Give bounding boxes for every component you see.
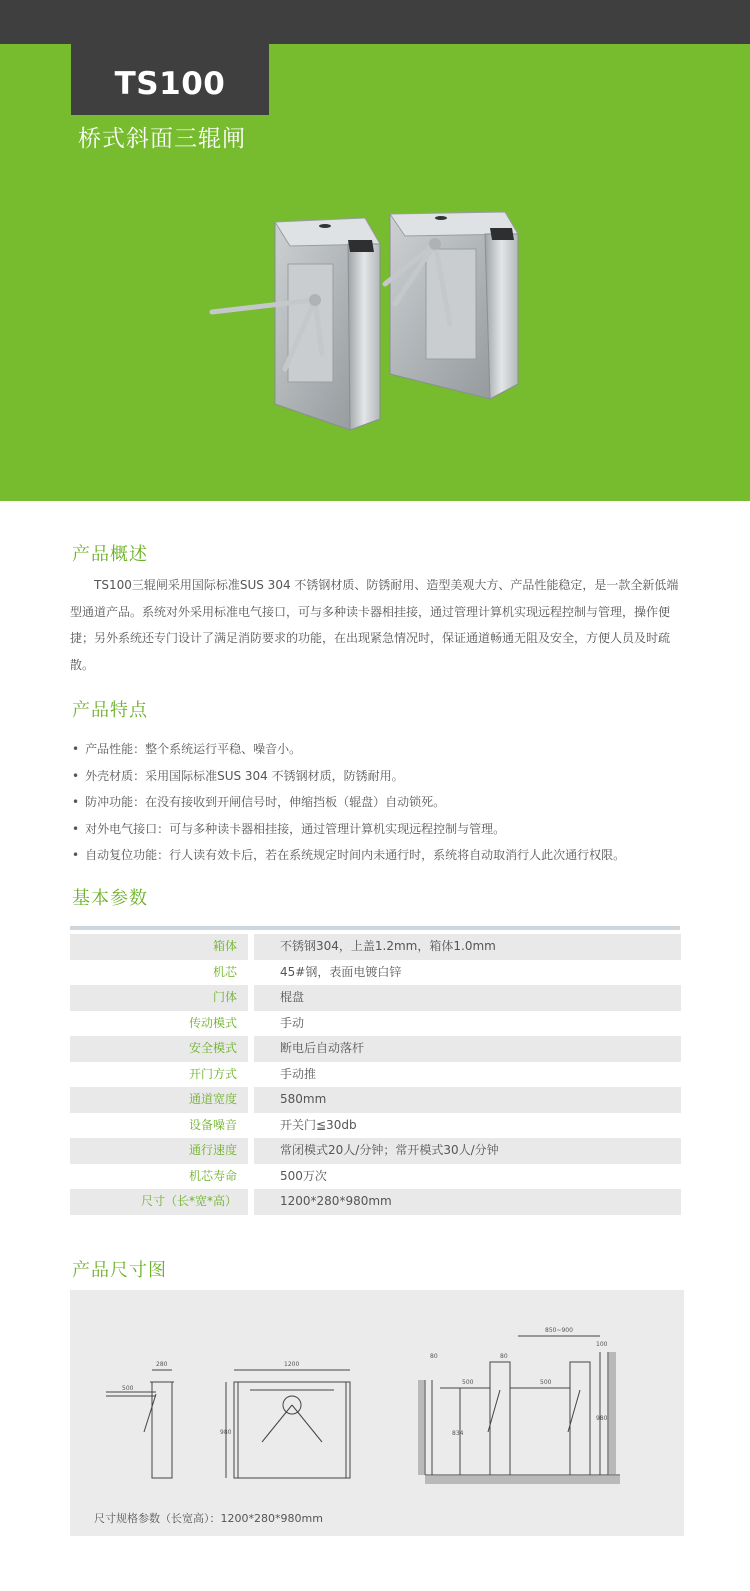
table-row bbox=[70, 1087, 681, 1113]
dim-label-side-b: 80 bbox=[500, 1353, 508, 1360]
spec-value: 开关门≦30db bbox=[280, 1117, 357, 1132]
list-item: • 产品性能：整个系统运行平稳、噪音小。 bbox=[72, 736, 625, 763]
dim-label-width: 280 bbox=[156, 1361, 168, 1368]
features-list bbox=[72, 736, 625, 869]
spec-key: 尺寸（长*宽*高） bbox=[70, 1189, 248, 1215]
spec-value: 棍盘 bbox=[254, 985, 681, 1011]
list-item: • 对外电气接口：可与多种读卡器相挂接，通过管理计算机实现远程控制与管理。 bbox=[72, 816, 625, 843]
spec-value: 手动 bbox=[280, 1015, 305, 1030]
dim-label-height: 980 bbox=[220, 1429, 232, 1436]
dim-label-h-right: 980 bbox=[596, 1415, 608, 1422]
specs-title: 基本参数 bbox=[72, 888, 148, 909]
spec-value: 45#钢，表面电镀白锌 bbox=[280, 964, 402, 979]
model-title: TS100 bbox=[71, 44, 269, 115]
dimension-diagram bbox=[70, 1290, 684, 1536]
table-row bbox=[70, 1113, 681, 1139]
table-row bbox=[70, 1062, 681, 1088]
table-row bbox=[70, 1189, 681, 1215]
list-item: • 自动复位功能：行人读有效卡后，若在系统规定时间内未通行时，系统将自动取消行人此次通行权限。 bbox=[72, 842, 625, 869]
spec-value: 常闭模式20人/分钟；常开模式30人/分钟 bbox=[254, 1138, 681, 1164]
features-title: 产品特点 bbox=[72, 700, 148, 721]
table-row bbox=[70, 1036, 681, 1062]
spec-value: 580mm bbox=[254, 1087, 681, 1113]
spec-key: 通道宽度 bbox=[70, 1087, 248, 1113]
dim-label-arm-c: 500 bbox=[540, 1379, 552, 1386]
table-row bbox=[70, 1138, 681, 1164]
dimension-drawing bbox=[70, 1290, 684, 1536]
table-row bbox=[70, 960, 681, 986]
top-bar bbox=[0, 0, 750, 44]
dim-label-h-inner: 834 bbox=[452, 1430, 464, 1437]
spec-key: 传动模式 bbox=[188, 1015, 237, 1030]
spec-value: 不锈钢304，上盖1.2mm，箱体1.0mm bbox=[254, 934, 681, 960]
spec-key: 设备噪音 bbox=[188, 1117, 237, 1132]
spec-key: 机芯寿命 bbox=[188, 1168, 237, 1183]
spec-key: 开门方式 bbox=[188, 1066, 237, 1081]
spec-key: 机芯 bbox=[212, 964, 237, 979]
spec-key: 箱体 bbox=[70, 934, 248, 960]
overview-title: 产品概述 bbox=[72, 544, 148, 565]
spec-value: 断电后自动落杆 bbox=[254, 1036, 681, 1062]
spec-table bbox=[70, 934, 681, 1215]
dim-label-length: 1200 bbox=[284, 1361, 300, 1368]
dimension-caption: 尺寸规格参数（长宽高）：1200*280*980mm bbox=[94, 1512, 323, 1525]
table-row bbox=[70, 985, 681, 1011]
dimensions-title: 产品尺寸图 bbox=[72, 1260, 167, 1281]
dim-label-arm: 500 bbox=[122, 1385, 134, 1392]
spec-value: 手动推 bbox=[280, 1066, 317, 1081]
spec-key: 门体 bbox=[70, 985, 248, 1011]
divider bbox=[70, 926, 680, 930]
overview-paragraph: TS100三辊闸采用国际标准SUS 304 不锈钢材质、防锈耐用、造型美观大方、产品性能稳定，是一款全新低端型通道产品。系统对外采用标准电气接口，可与多种读卡器相挂接，通过管理计算机实现远程控制与管理，操作便捷；另外系统还专门设计了满足消防要求的功能，在出现紧急情况时，保证通道畅通无阻及安全，方便人员及时疏散。 bbox=[70, 578, 679, 672]
table-row bbox=[70, 1164, 681, 1190]
table-row bbox=[70, 1011, 681, 1037]
spec-value: 500万次 bbox=[280, 1168, 327, 1183]
dim-label-arm-b: 500 bbox=[462, 1379, 474, 1386]
dim-label-side-a: 80 bbox=[430, 1353, 438, 1360]
dim-label-gap: 850~900 bbox=[545, 1327, 573, 1334]
product-subtitle: 桥式斜面三辊闸 bbox=[78, 126, 246, 152]
table-row bbox=[70, 934, 681, 960]
hero-banner bbox=[0, 44, 750, 501]
spec-key: 通行速度 bbox=[70, 1138, 248, 1164]
list-item: • 外壳材质：采用国际标准SUS 304 不锈钢材质，防锈耐用。 bbox=[72, 763, 625, 790]
list-item: • 防冲功能：在没有接收到开闸信号时，伸缩挡板（辊盘）自动锁死。 bbox=[72, 789, 625, 816]
spec-value: 1200*280*980mm bbox=[254, 1189, 681, 1215]
spec-key: 安全模式 bbox=[70, 1036, 248, 1062]
turnstile-product-image bbox=[200, 204, 550, 484]
dim-label-side-c: 100 bbox=[596, 1341, 608, 1348]
